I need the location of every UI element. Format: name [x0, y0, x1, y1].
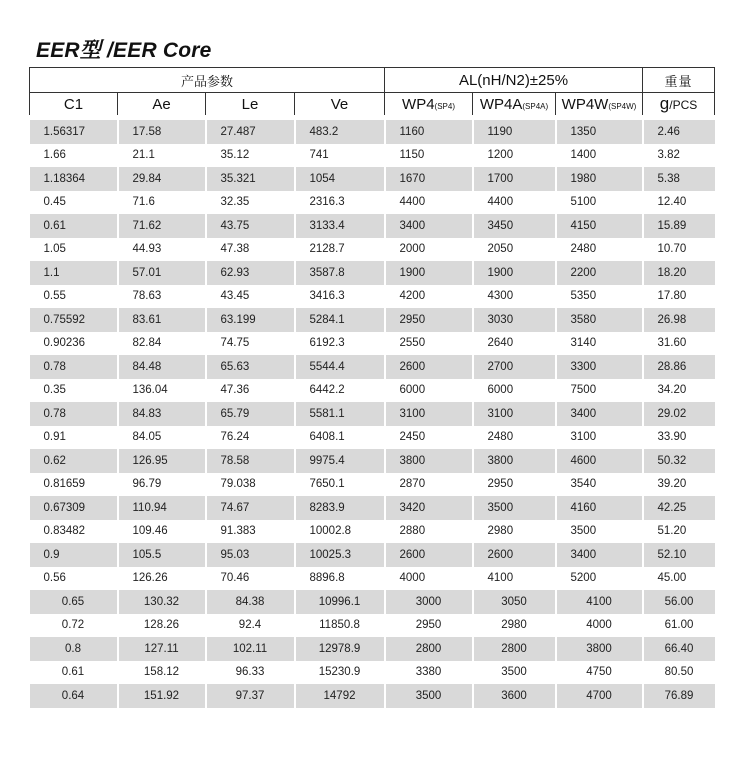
cell-weight: 61.00 — [664, 619, 694, 632]
cell-ve: 3587.8 — [295, 261, 385, 285]
cell-ae: 57.01 — [118, 261, 206, 285]
cell-wp4w: 4100 — [556, 590, 643, 614]
table-row — [30, 402, 715, 426]
cell-wp4: 2450 — [385, 426, 473, 450]
cell-le: 47.36 — [206, 379, 295, 403]
cell-c1: 0.78 — [30, 355, 118, 379]
cell-wp4: 2870 — [385, 473, 473, 497]
cell-ve: 8283.9 — [295, 496, 385, 520]
cell-ae: 84.83 — [118, 402, 206, 426]
cell-wp4w: 5100 — [556, 191, 643, 215]
cell-wp4w: 4150 — [556, 214, 643, 238]
table-row — [30, 238, 715, 262]
cell-wp4a: 3600 — [473, 684, 556, 708]
cell-c1: 0.62 — [30, 449, 118, 473]
cell-ae: 71.6 — [118, 191, 206, 215]
cell-weight: 31.60 — [657, 337, 687, 350]
wp4a-label: WP4A — [479, 95, 523, 113]
cell-c1: 0.64 — [30, 684, 118, 708]
cell-le: 32.35 — [206, 191, 295, 215]
cell-ae: 44.93 — [118, 238, 206, 262]
table-row — [30, 661, 715, 685]
cell-wp4a: 3500 — [473, 661, 556, 685]
cell-wp4a: 2050 — [473, 238, 556, 262]
weight-unit-g: g — [659, 94, 670, 113]
cell-le: 92.4 — [206, 614, 295, 638]
cell-wp4: 1160 — [385, 118, 473, 144]
cell-ve: 5284.1 — [295, 308, 385, 332]
cell-ae: 110.94 — [118, 496, 206, 520]
table-row — [30, 426, 715, 450]
cell-wp4w: 7500 — [556, 379, 643, 403]
cell-wp4: 2950 — [385, 614, 473, 638]
cell-ve: 2128.7 — [295, 238, 385, 262]
cell-wp4a: 2980 — [473, 520, 556, 544]
cell-le: 62.93 — [206, 261, 295, 285]
cell-weight: 52.10 — [643, 543, 715, 567]
cell-wp4w: 3540 — [556, 473, 643, 497]
cell-wp4: 4200 — [385, 285, 473, 309]
cell-weight: 29.02 — [643, 402, 715, 426]
cell-wp4w: 3300 — [556, 355, 643, 379]
cell-ve: 8896.8 — [295, 567, 385, 591]
cell-wp4a: 4300 — [473, 285, 556, 309]
cell-le: 79.038 — [206, 473, 295, 497]
cell-wp4a: 2700 — [473, 355, 556, 379]
table-row — [30, 473, 715, 497]
cell-ae: 29.84 — [118, 167, 206, 191]
cell-ve: 15230.9 — [295, 661, 385, 685]
cell-le: 102.11 — [206, 637, 295, 661]
cell-c1: 0.67309 — [30, 496, 118, 520]
table-row — [30, 379, 715, 403]
cell-wp4a: 3450 — [473, 214, 556, 238]
cell-wp4: 1900 — [385, 261, 473, 285]
cell-wp4a: 6000 — [473, 379, 556, 403]
col-wp4w-header — [556, 93, 643, 118]
cell-weight: 34.20 — [657, 384, 687, 397]
cell-c1: 0.35 — [30, 379, 118, 403]
cell-le: 84.38 — [206, 590, 295, 614]
cell-wp4a: 2800 — [473, 637, 556, 661]
table-row — [30, 332, 715, 356]
cell-ve: 9975.4 — [295, 449, 385, 473]
table-row — [30, 567, 715, 591]
cell-le: 76.24 — [206, 426, 295, 450]
cell-ve: 11850.8 — [295, 614, 385, 638]
cell-weight: 18.20 — [643, 261, 715, 285]
sp4w-label: (SP4W) — [608, 101, 637, 111]
weight-header: 重量 — [643, 68, 715, 93]
cell-le: 43.75 — [206, 214, 295, 238]
cell-wp4w: 3500 — [556, 520, 643, 544]
page-title: EER型 /EER Core — [36, 39, 212, 62]
cell-wp4: 3420 — [385, 496, 473, 520]
cell-ae: 21.1 — [118, 144, 206, 168]
cell-ve: 3416.3 — [295, 285, 385, 309]
cell-le: 63.199 — [206, 308, 295, 332]
cell-wp4: 3500 — [385, 684, 473, 708]
cell-c1: 0.81659 — [30, 473, 118, 497]
cell-ae: 126.95 — [118, 449, 206, 473]
cell-ae: 84.48 — [118, 355, 206, 379]
table-row — [30, 449, 715, 473]
cell-wp4a: 3050 — [473, 590, 556, 614]
cell-ae: 82.84 — [118, 332, 206, 356]
cell-ve: 7650.1 — [295, 473, 385, 497]
cell-le: 74.75 — [206, 332, 295, 356]
weight-unit-pcs: /PCS — [669, 98, 698, 112]
cell-wp4a: 3800 — [473, 449, 556, 473]
cell-le: 65.79 — [206, 402, 295, 426]
cell-le: 78.58 — [206, 449, 295, 473]
cell-le: 96.33 — [206, 661, 295, 685]
cell-weight: 3.82 — [657, 149, 680, 162]
cell-wp4: 1150 — [385, 144, 473, 168]
cell-ae: 84.05 — [118, 426, 206, 450]
cell-wp4a: 1900 — [473, 261, 556, 285]
cell-c1: 0.61 — [30, 214, 118, 238]
cell-le: 65.63 — [206, 355, 295, 379]
cell-ve: 741 — [295, 144, 385, 168]
col-wp4-header — [385, 93, 473, 118]
cell-weight: 80.50 — [664, 666, 694, 679]
cell-c1: 0.55 — [30, 285, 118, 309]
cell-wp4w: 3400 — [556, 543, 643, 567]
cell-wp4a: 2600 — [473, 543, 556, 567]
table-row — [30, 684, 715, 708]
cell-wp4: 3100 — [385, 402, 473, 426]
cell-ve: 2316.3 — [295, 191, 385, 215]
sp4a-label: (SP4A) — [522, 101, 549, 111]
cell-weight: 50.32 — [643, 449, 715, 473]
cell-ve: 12978.9 — [295, 637, 385, 661]
cell-wp4a: 3500 — [473, 496, 556, 520]
cell-ae: 17.58 — [118, 118, 206, 144]
params-group-header: 产品参数 — [30, 68, 385, 93]
cell-ae: 151.92 — [118, 684, 206, 708]
cell-le: 95.03 — [206, 543, 295, 567]
cell-ve: 6192.3 — [295, 332, 385, 356]
cell-wp4a: 1700 — [473, 167, 556, 191]
cell-ve: 483.2 — [295, 118, 385, 144]
cell-wp4: 2000 — [385, 238, 473, 262]
cell-c1: 1.18364 — [30, 167, 118, 191]
cell-ae: 136.04 — [118, 379, 206, 403]
cell-wp4w: 2200 — [556, 261, 643, 285]
wp4-label: WP4 — [402, 95, 435, 113]
cell-ve: 10996.1 — [295, 590, 385, 614]
col-weight-unit-header — [643, 93, 715, 118]
cell-wp4a: 3100 — [473, 402, 556, 426]
cell-weight: 56.00 — [643, 590, 715, 614]
table-row — [30, 637, 715, 661]
cell-le: 74.67 — [206, 496, 295, 520]
table-row — [30, 118, 715, 144]
cell-c1: 0.45 — [30, 191, 118, 215]
cell-wp4w: 5200 — [556, 567, 643, 591]
cell-weight: 17.80 — [657, 290, 687, 303]
cell-c1: 0.91 — [30, 426, 118, 450]
cell-wp4a: 2640 — [473, 332, 556, 356]
cell-ve: 6442.2 — [295, 379, 385, 403]
cell-ae: 130.32 — [118, 590, 206, 614]
cell-c1: 0.72 — [30, 614, 118, 638]
cell-ae: 105.5 — [118, 543, 206, 567]
cell-wp4w: 3800 — [556, 637, 643, 661]
table-row — [30, 308, 715, 332]
table-row — [30, 285, 715, 309]
wp4w-label: WP4W — [561, 95, 609, 113]
cell-wp4w: 5350 — [556, 285, 643, 309]
cell-le: 70.46 — [206, 567, 295, 591]
cell-weight: 51.20 — [657, 525, 687, 538]
cell-wp4: 2950 — [385, 308, 473, 332]
cell-c1: 0.90236 — [30, 332, 118, 356]
cell-ae: 158.12 — [118, 661, 206, 685]
cell-weight: 39.20 — [657, 478, 687, 491]
cell-wp4: 1670 — [385, 167, 473, 191]
cell-c1: 0.78 — [30, 402, 118, 426]
table-row — [30, 355, 715, 379]
cell-wp4: 2880 — [385, 520, 473, 544]
eer-core-spec-table — [29, 67, 715, 708]
cell-c1: 1.05 — [30, 238, 118, 262]
table-row — [30, 590, 715, 614]
cell-c1: 0.56 — [30, 567, 118, 591]
cell-weight: 10.70 — [657, 243, 687, 256]
cell-wp4: 2600 — [385, 355, 473, 379]
cell-wp4: 4400 — [385, 191, 473, 215]
cell-ae: 71.62 — [118, 214, 206, 238]
cell-wp4w: 3140 — [556, 332, 643, 356]
cell-wp4w: 3580 — [556, 308, 643, 332]
cell-wp4w: 4750 — [556, 661, 643, 685]
cell-le: 27.487 — [206, 118, 295, 144]
cell-weight: 76.89 — [643, 684, 715, 708]
cell-ve: 3133.4 — [295, 214, 385, 238]
table-row — [30, 191, 715, 215]
cell-wp4w: 1350 — [556, 118, 643, 144]
cell-ae: 83.61 — [118, 308, 206, 332]
cell-c1: 1.56317 — [30, 118, 118, 144]
cell-weight: 66.40 — [643, 637, 715, 661]
cell-le: 47.38 — [206, 238, 295, 262]
cell-weight: 42.25 — [643, 496, 715, 520]
cell-ae: 109.46 — [118, 520, 206, 544]
cell-wp4w: 3400 — [556, 402, 643, 426]
cell-ve: 10002.8 — [295, 520, 385, 544]
cell-ae: 126.26 — [118, 567, 206, 591]
cell-c1: 0.65 — [30, 590, 118, 614]
col-ae-header: Ae — [118, 93, 206, 118]
cell-c1: 0.61 — [30, 661, 118, 685]
cell-weight: 5.38 — [643, 167, 715, 191]
cell-weight: 12.40 — [657, 196, 687, 209]
cell-le: 35.321 — [206, 167, 295, 191]
table-row — [30, 167, 715, 191]
cell-c1: 1.66 — [30, 144, 118, 168]
cell-wp4: 2600 — [385, 543, 473, 567]
cell-weight: 28.86 — [643, 355, 715, 379]
cell-weight: 2.46 — [643, 118, 715, 144]
cell-c1: 0.9 — [30, 543, 118, 567]
cell-ae: 128.26 — [118, 614, 206, 638]
cell-wp4w: 4700 — [556, 684, 643, 708]
cell-wp4a: 3030 — [473, 308, 556, 332]
cell-ve: 10025.3 — [295, 543, 385, 567]
cell-wp4a: 4100 — [473, 567, 556, 591]
cell-wp4w: 1400 — [556, 144, 643, 168]
table-row — [30, 614, 715, 638]
cell-wp4w: 4600 — [556, 449, 643, 473]
table-row — [30, 144, 715, 168]
cell-wp4w: 3100 — [556, 426, 643, 450]
cell-wp4w: 2480 — [556, 238, 643, 262]
cell-ve: 5581.1 — [295, 402, 385, 426]
cell-c1: 0.8 — [30, 637, 118, 661]
table-row — [30, 520, 715, 544]
cell-wp4w: 1980 — [556, 167, 643, 191]
col-c1-header: C1 — [30, 93, 118, 118]
table-row — [30, 496, 715, 520]
cell-ve: 6408.1 — [295, 426, 385, 450]
cell-wp4a: 1200 — [473, 144, 556, 168]
cell-le: 97.37 — [206, 684, 295, 708]
cell-wp4a: 1190 — [473, 118, 556, 144]
sp4-label: (SP4) — [434, 101, 455, 111]
cell-wp4: 3380 — [385, 661, 473, 685]
cell-weight: 15.89 — [643, 214, 715, 238]
col-le-header: Le — [206, 93, 295, 118]
table-body — [30, 118, 715, 708]
col-ve-header: Ve — [295, 93, 385, 118]
cell-weight: 26.98 — [643, 308, 715, 332]
cell-ae: 96.79 — [118, 473, 206, 497]
cell-wp4w: 4000 — [556, 614, 643, 638]
table-row — [30, 214, 715, 238]
cell-ve: 5544.4 — [295, 355, 385, 379]
cell-c1: 1.1 — [30, 261, 118, 285]
cell-le: 91.383 — [206, 520, 295, 544]
cell-c1: 0.75592 — [30, 308, 118, 332]
al-group-header: AL(nH/N2)±25% — [385, 68, 643, 93]
cell-wp4a: 4400 — [473, 191, 556, 215]
cell-wp4: 3000 — [385, 590, 473, 614]
cell-wp4: 4000 — [385, 567, 473, 591]
cell-wp4: 3800 — [385, 449, 473, 473]
cell-wp4a: 2480 — [473, 426, 556, 450]
cell-ve: 1054 — [295, 167, 385, 191]
col-wp4a-header — [473, 93, 556, 118]
cell-wp4: 2550 — [385, 332, 473, 356]
table-row — [30, 261, 715, 285]
cell-wp4: 6000 — [385, 379, 473, 403]
cell-weight: 45.00 — [657, 572, 687, 585]
cell-wp4a: 2980 — [473, 614, 556, 638]
cell-ae: 127.11 — [118, 637, 206, 661]
cell-wp4a: 2950 — [473, 473, 556, 497]
cell-wp4: 2800 — [385, 637, 473, 661]
cell-ve: 14792 — [295, 684, 385, 708]
cell-wp4: 3400 — [385, 214, 473, 238]
cell-le: 35.12 — [206, 144, 295, 168]
cell-le: 43.45 — [206, 285, 295, 309]
cell-weight: 33.90 — [657, 431, 687, 444]
cell-ae: 78.63 — [118, 285, 206, 309]
cell-c1: 0.83482 — [30, 520, 118, 544]
table-row — [30, 543, 715, 567]
cell-wp4w: 4160 — [556, 496, 643, 520]
